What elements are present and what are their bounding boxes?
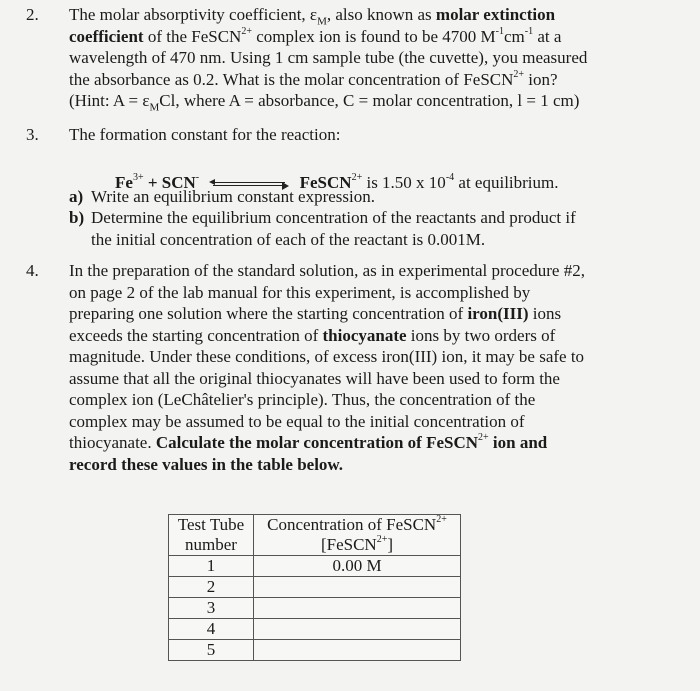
concentration-cell[interactable] (254, 640, 461, 661)
table-row (169, 556, 461, 577)
table-header-tube: Test Tube number (169, 515, 254, 556)
table-row (169, 577, 461, 598)
tube-number-cell: 5 (169, 640, 254, 661)
tube-number-cell: 4 (169, 619, 254, 640)
question-number: 3. (26, 125, 39, 144)
table-row (169, 640, 461, 661)
concentration-cell[interactable] (254, 577, 461, 598)
concentration-table (168, 514, 461, 661)
question-text: The molar absorptivity coefficient, $\varepsilon_M$, also known as molar extinction coefficient of the FeSCN$^{2+}$ complex ion is found to be 4700 $M^{-1}cm^{-1}$ at a wavelength of 470 nm. Using 1 cm sample tube (the cuvette), you measured the absorbance as 0.2. What is the molar concentration of FeSCN$^{2+}$ ion? (Hint: $A = \varepsilon_MCl$, where A = absorbance, C = molar concentration, l = 1 cm) (69, 5, 588, 114)
question-number: 2. (26, 5, 39, 24)
sub-question-a: a) Write an equilibrium constant expression. (69, 187, 375, 206)
concentration-cell[interactable] (254, 598, 461, 619)
table-header-row (169, 515, 461, 556)
question-text: The formation constant for the reaction: (69, 125, 341, 144)
tube-number-cell: 2 (169, 577, 254, 598)
concentration-cell[interactable] (254, 619, 461, 640)
question-number: 4. (26, 261, 39, 280)
sub-question-b: b) Determine the equilibrium concentration of the reactants and product if the initial concentration of each of the reactant is 0.001M. (69, 208, 576, 249)
table-row (169, 598, 461, 619)
tube-number-cell: 3 (169, 598, 254, 619)
table-header-concentration: Concentration of FeSCN$^{2+}$ [FeSCN$^{2+}$] (254, 515, 461, 556)
table-row (169, 619, 461, 640)
question-text: In the preparation of the standard solution, as in experimental procedure #2, on page 2 of the lab manual for this experiment, is accomplished by preparing one solution where the starting concentration of iron(III) ions exceeds the starting concentration of thiocyanate ions by two orders of magnitude. Under these conditions, of excess iron(III) ion, it may be safe to assume that all the original thiocyanates will have been used to form the complex ion (LeChâtelier's principle). Thus, the concentration of the complex may be assumed to be equal to the initial concentration of thiocyanate. Calculate the molar concentration of FeSCN$^{2+}$ ion and record these values in the table below. (69, 261, 585, 474)
reaction-equation: $Fe^{3+} + SCN^-$ FeSCN$^{2+}$ is 1.50 x $10^{-4}$ at equilibrium. (115, 172, 559, 192)
tube-number-cell: 1 (169, 556, 254, 577)
concentration-cell[interactable]: 0.00 M (254, 556, 461, 577)
